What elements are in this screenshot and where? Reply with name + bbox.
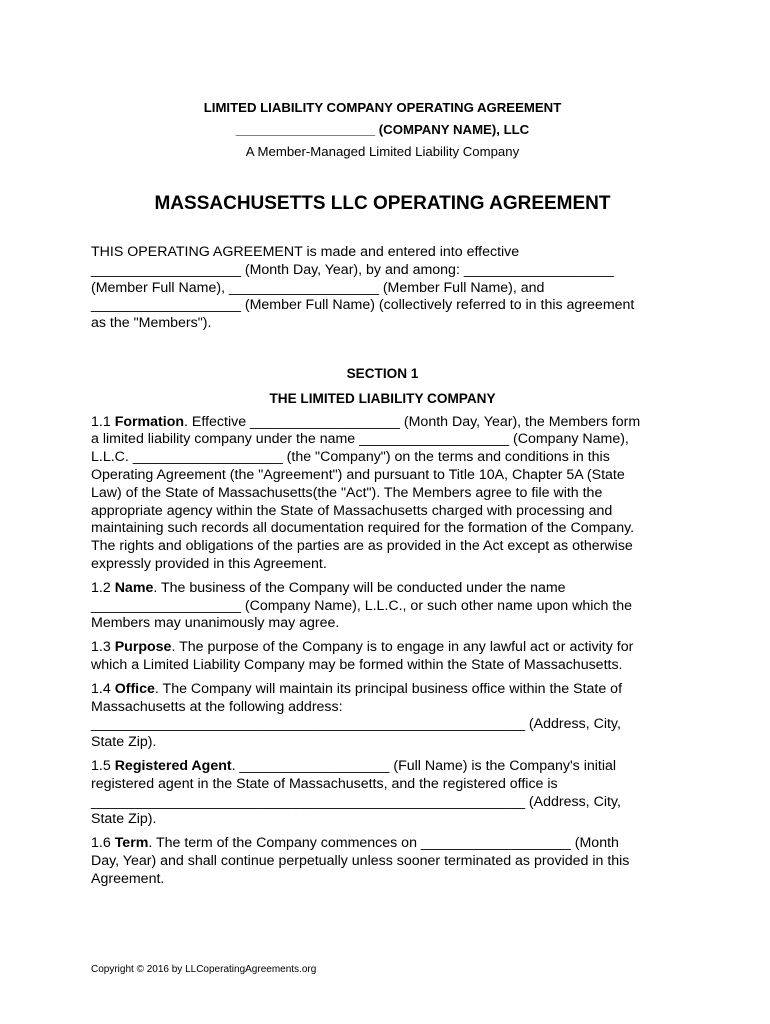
section-title: THE LIMITED LIABILITY COMPANY xyxy=(269,390,496,406)
paragraph-line xyxy=(91,758,674,776)
paragraph-line: Day, Year) and shall continue perpetually unless sooner terminated as provided in this xyxy=(91,852,630,869)
paragraph-office xyxy=(91,681,674,752)
paragraph-heading: Name xyxy=(114,579,154,596)
paragraph-number: 1.3 xyxy=(91,639,111,656)
paragraph-line: Massachusetts at the following address: xyxy=(91,698,343,715)
intro-line: ___________________ (Month Day, Year), by and among: ___________________ xyxy=(91,261,614,278)
document-title: LIMITED LIABILITY COMPANY OPERATING AGREEMENT xyxy=(203,100,562,115)
paragraph-heading: Formation xyxy=(114,413,185,430)
paragraph-term xyxy=(91,835,674,888)
paragraph-line: State Zip). xyxy=(91,734,157,751)
paragraph-registered-agent xyxy=(91,758,674,829)
paragraph-text: . The business of the Company will be conducted under the name xyxy=(153,579,566,596)
paragraph-text: . The purpose of the Company is to engage in any lawful act or activity for xyxy=(171,639,634,656)
paragraph-line: State Zip). xyxy=(91,811,157,828)
paragraph-line: registered agent in the State of Massachusetts, and the registered office is xyxy=(91,775,558,792)
paragraph-line: The rights and obligations of the parties are as provided in the Act except as otherwise xyxy=(91,538,633,555)
paragraph-text: . ___________________ (Full Name) is the Company's initial xyxy=(231,757,617,774)
paragraph-number: 1.5 xyxy=(91,757,111,774)
document-subtitle: A Member-Managed Limited Liability Company xyxy=(245,144,520,159)
section-number: SECTION 1 xyxy=(346,365,419,381)
paragraph-line xyxy=(91,639,674,657)
intro-line: ___________________ (Member Full Name) (collectively referred to in this agreement xyxy=(91,297,635,314)
paragraph-name xyxy=(91,580,674,633)
paragraph-line: Operating Agreement (the "Agreement") and pursuant to Title 10A, Chapter 5A (State xyxy=(91,466,625,483)
copyright-footer: Copyright © 2016 by LLCoperatingAgreements.org xyxy=(91,964,317,975)
paragraph-number: 1.6 xyxy=(91,835,111,852)
paragraph-line: _______________________________________________________ (Address, City, xyxy=(91,793,621,810)
company-name-line: ___________________ (COMPANY NAME), LLC xyxy=(235,122,530,137)
main-title: MASSACHUSETTS LLC OPERATING AGREEMENT xyxy=(154,193,611,214)
paragraph-line: appropriate agency within the State of Massachusetts charged with processing and xyxy=(91,502,613,519)
paragraph-line: maintaining such records all documentation required for the formation of the Company. xyxy=(91,520,635,537)
paragraph-purpose xyxy=(91,639,674,675)
paragraph-heading: Office xyxy=(114,680,155,697)
paragraph-heading: Registered Agent xyxy=(114,757,232,774)
intro-line: THIS OPERATING AGREEMENT is made and entered into effective xyxy=(91,244,520,260)
paragraph-text: . The term of the Company commences on ___________________ (Month xyxy=(148,835,619,852)
paragraph-line: expressly provided in this Agreement. xyxy=(91,555,327,572)
paragraph-line: Law) of the State of Massachusetts(the "Act"). The Members agree to file with the xyxy=(91,484,603,501)
paragraph-line: Agreement. xyxy=(91,870,165,887)
paragraph-number: 1.2 xyxy=(91,579,111,596)
paragraph-heading: Term xyxy=(114,835,149,852)
paragraph-number: 1.1 xyxy=(91,413,111,430)
paragraph-line: _______________________________________________________ (Address, City, xyxy=(91,716,621,733)
intro-paragraph xyxy=(91,244,674,333)
paragraph-heading: Purpose xyxy=(114,639,172,656)
paragraph-line xyxy=(91,580,674,598)
paragraph-line: which a Limited Liability Company may be formed within the State of Massachusetts. xyxy=(91,656,623,673)
paragraph-line: a limited liability company under the name ___________________ (Company Name), xyxy=(91,431,629,448)
paragraph-line xyxy=(91,835,674,853)
paragraph-line: ___________________ (Company Name), L.L.C., or such other name upon which the xyxy=(91,597,633,614)
intro-line: (Member Full Name), ___________________ (Member Full Name), and xyxy=(91,279,545,296)
paragraph-line xyxy=(91,681,674,699)
paragraph-text: . The Company will maintain its principal business office within the State of xyxy=(154,680,623,697)
paragraph-line xyxy=(91,414,674,432)
intro-line: as the "Members"). xyxy=(91,315,212,332)
paragraph-line: L.L.C. ___________________ (the "Company") on the terms and conditions in this xyxy=(91,449,610,466)
paragraph-number: 1.4 xyxy=(91,680,111,697)
paragraph-formation xyxy=(91,414,674,574)
paragraph-line: Members may unanimously may agree. xyxy=(91,615,340,632)
paragraph-text: . Effective ___________________ (Month Day, Year), the Members form xyxy=(184,413,641,430)
